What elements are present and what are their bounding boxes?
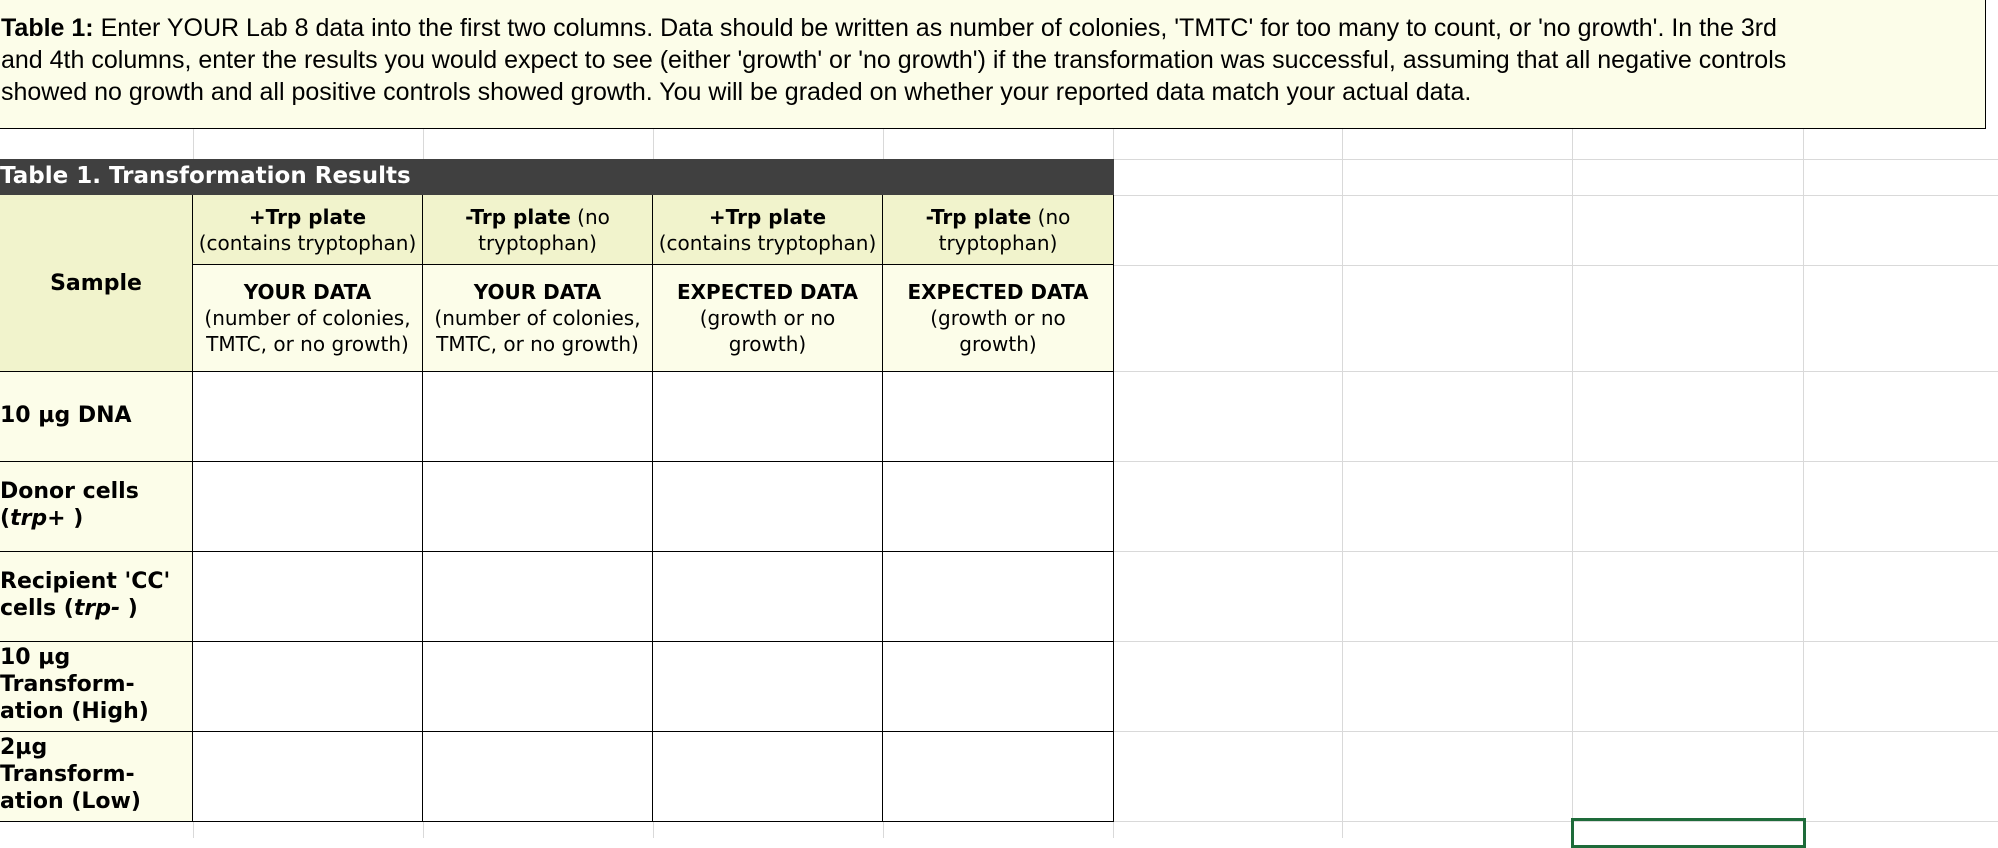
row-header-donor-cells[interactable]: Donor cells (trp+ ) [0,462,193,552]
cell-r5-c2[interactable] [423,732,653,822]
cell-r4-c4[interactable] [883,642,1114,732]
cell-r5-c3[interactable] [653,732,883,822]
cell-r1-c3[interactable] [653,372,883,462]
cell-r2-c4[interactable] [883,462,1114,552]
instructions-line-3: showed no growth and all positive controls showed growth. You will be graded on whether your reported data match your actual data. [1,78,1472,106]
plate-header-4[interactable]: -Trp plate (no tryptophan) [883,195,1114,265]
cell-r2-c1[interactable] [193,462,423,552]
row-header-10ug-dna[interactable]: 10 µg DNA [0,372,193,462]
cell-r1-c1[interactable] [193,372,423,462]
plate-header-1[interactable]: +Trp plate (contains tryptophan) [193,195,423,265]
cell-r3-c3[interactable] [653,552,883,642]
row-header-transformation-low[interactable]: 2µg Transform- ation (Low) [0,732,193,822]
cell-r3-c1[interactable] [193,552,423,642]
cell-r2-c2[interactable] [423,462,653,552]
instructions-label: Table 1: [1,14,94,42]
instructions-line-2: and 4th columns, enter the results you would expect to see (either 'growth' or 'no growth') if the transformation was successful, assuming that all negative controls [1,46,1787,74]
instructions-box[interactable] [0,0,1986,129]
selected-cell[interactable] [1571,818,1806,848]
cell-r3-c4[interactable] [883,552,1114,642]
sample-header[interactable]: Sample [0,195,193,372]
instructions-line-1: Table 1: Enter YOUR Lab 8 data into the first two columns. Data should be written as number of colonies, 'TMTC' for too many to count, or 'no growth'. In the 3rd [1,14,1777,42]
cell-r5-c1[interactable] [193,732,423,822]
table-title-bar [0,159,1114,195]
cell-r1-c4[interactable] [883,372,1114,462]
cell-r3-c2[interactable] [423,552,653,642]
row-header-transformation-high[interactable]: 10 µg Transform- ation (High) [0,642,193,732]
cell-r4-c2[interactable] [423,642,653,732]
cell-r4-c3[interactable] [653,642,883,732]
data-header-2[interactable]: YOUR DATA (number of colonies, TMTC, or no growth) [423,265,653,372]
cell-r1-c2[interactable] [423,372,653,462]
cell-r5-c4[interactable] [883,732,1114,822]
data-header-4[interactable]: EXPECTED DATA (growth or no growth) [883,265,1114,372]
data-header-1[interactable]: YOUR DATA (number of colonies, TMTC, or no growth) [193,265,423,372]
plate-header-3[interactable]: +Trp plate (contains tryptophan) [653,195,883,265]
plate-header-2[interactable]: -Trp plate (no tryptophan) [423,195,653,265]
cell-r4-c1[interactable] [193,642,423,732]
row-header-recipient-cells[interactable]: Recipient 'CC' cells (trp- ) [0,552,193,642]
data-header-3[interactable]: EXPECTED DATA (growth or no growth) [653,265,883,372]
cell-r2-c3[interactable] [653,462,883,552]
table-title: Table 1. Transformation Results [0,163,411,189]
